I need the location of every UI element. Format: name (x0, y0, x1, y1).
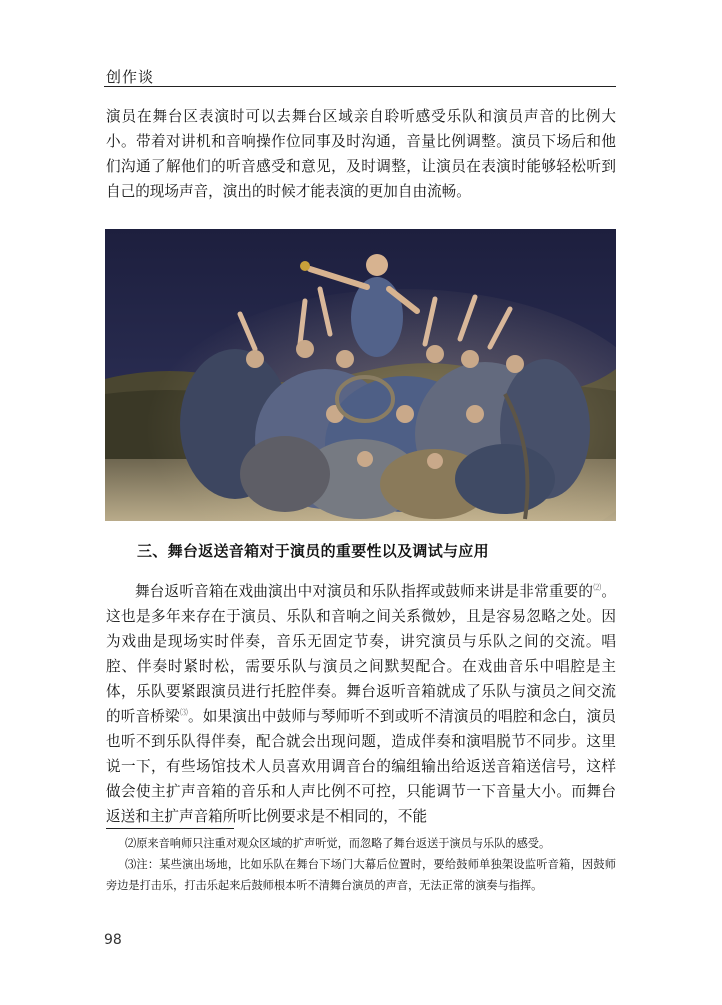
stage-photo-illustration (105, 229, 616, 521)
footnote-3: ⑶注：某些演出场地，比如乐队在舞台下场门大幕后位置时，要给鼓师单独架设监听音箱，因鼓师旁边是打击乐，打击乐起来后鼓师根本听不清舞台演员的声音，无法正常的演奏与指挥。 (106, 858, 616, 892)
paragraph-2-part-3: 。如果演出中鼓师与琴师听不到或听不清演员的唱腔和念白，演员也听不到乐队得伴奏，配合就会出现问题，造成伴奏和演唱脱节不同步。这里说一下，有些场馆技术人员喜欢用调音台的编组输出给返送音箱送信号，这样做会使主扩声音箱的音乐和人声比例不可控，只能调节一下音量大小。而舞台返送和主扩声音箱所听比例要求是不相同的，不能 (106, 708, 616, 825)
paragraph-2-part-2: 。这也是多年来存在于演员、乐队和音响之间关系微妙，且是容易忽略之处。因为戏曲是现场实时伴奏，音乐无固定节奏，讲究演员与乐队之间的交流。唱腔、伴奏时紧时松，需要乐队与演员之间默契配合。在戏曲音乐中唱腔是主体，乐队要紧跟演员进行托腔伴奏。舞台返听音箱就成了乐队与演员之间交流的听音桥梁 (106, 583, 616, 725)
paragraph-2-part-1: 舞台返听音箱在戏曲演出中对演员和乐队指挥或鼓师来讲是非常重要的 (135, 583, 594, 600)
header-rule (104, 86, 616, 87)
section-heading: 三、舞台返送音箱对于演员的重要性以及调试与应用 (137, 542, 489, 560)
page-number: 98 (104, 932, 122, 948)
running-header: 创作谈 (106, 68, 155, 86)
footnote-2: ⑵原来音响师只注重对观众区域的扩声听觉，而忽略了舞台返送于演员与乐队的感受。 (125, 837, 551, 850)
stage-photo (105, 229, 616, 521)
footnotes (106, 833, 616, 896)
footnote-rule (106, 828, 234, 829)
paragraph-2 (106, 579, 616, 829)
footnote-ref-3: ⑶ (179, 708, 188, 718)
footnote-ref-2: ⑵ (593, 583, 602, 593)
paragraph-1: 演员在舞台区表演时可以去舞台区域亲自聆听感受乐队和演员声音的比例大小。带着对讲机和音响操作位同事及时沟通，音量比例调整。演员下场后和他们沟通了解他们的听音感受和意见，及时调整，让演员在表演时能够轻松听到自己的现场声音，演出的时候才能表演的更加自由流畅。 (106, 108, 616, 200)
